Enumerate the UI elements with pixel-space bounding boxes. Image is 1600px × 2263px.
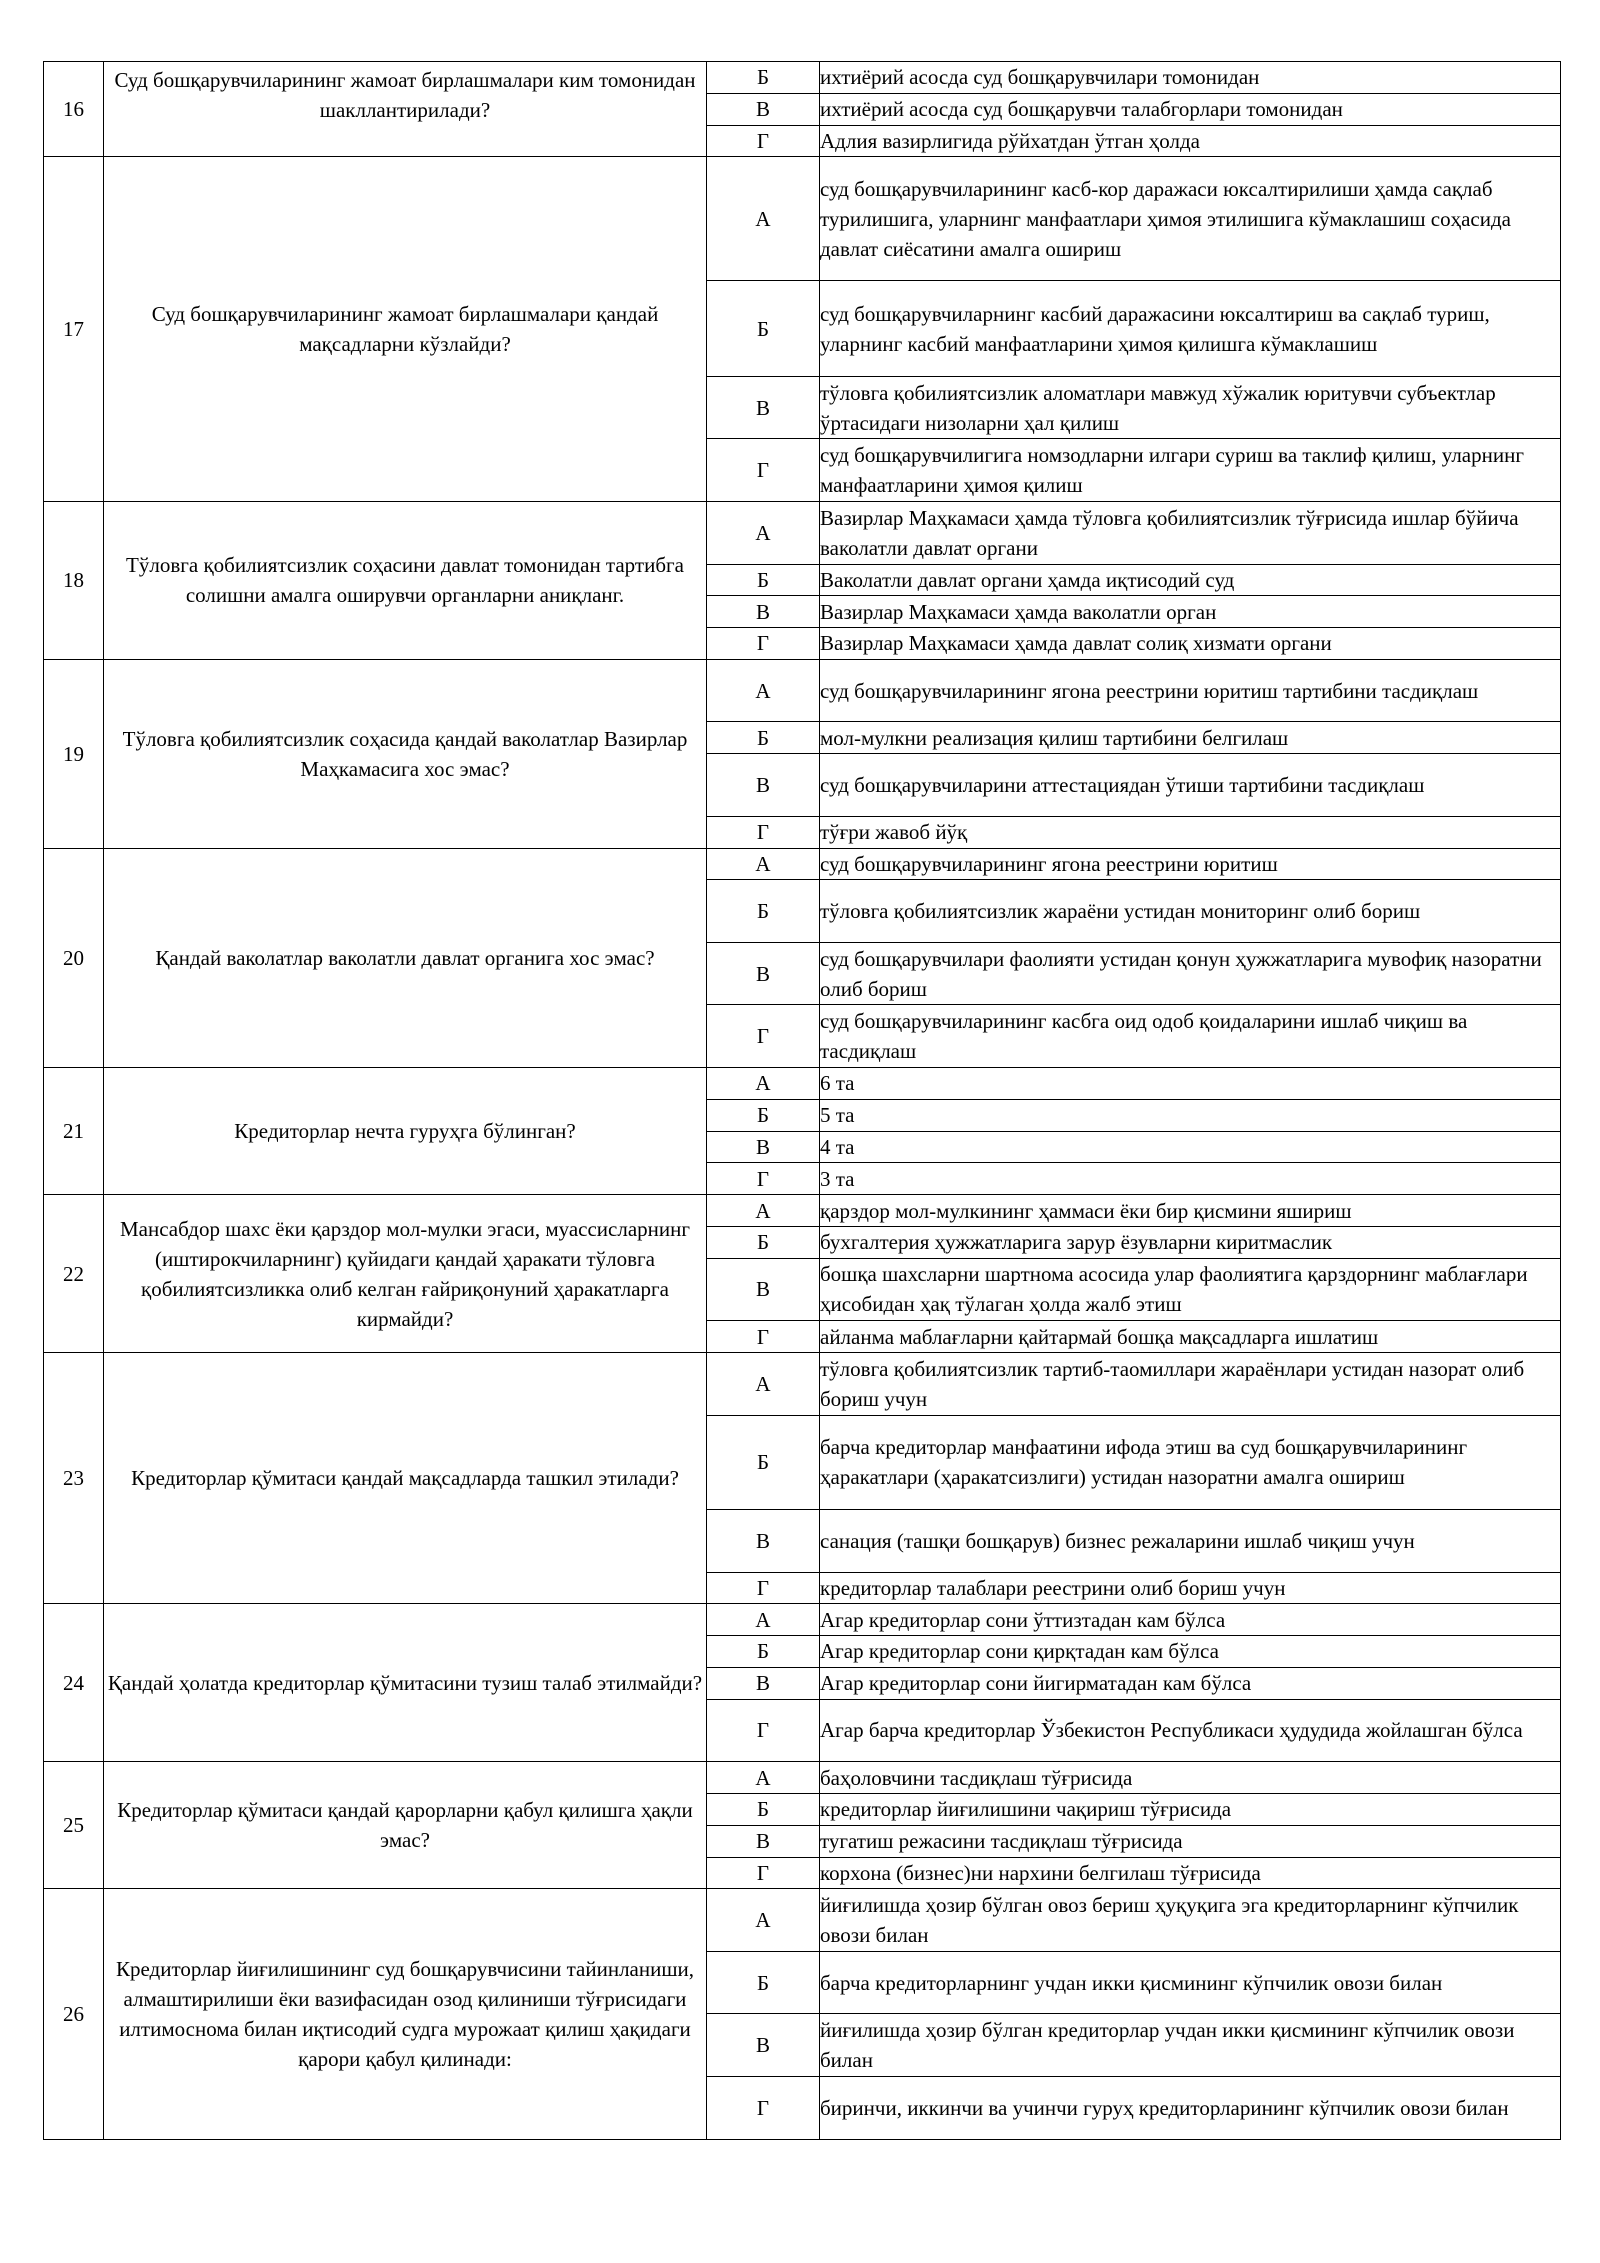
question-text-cell bbox=[104, 659, 707, 848]
question-number: 21 bbox=[44, 1068, 104, 1195]
question-number: 20 bbox=[44, 848, 104, 1067]
answer-row bbox=[44, 62, 1561, 94]
option-text: 3 та bbox=[820, 1163, 1561, 1195]
answer-row bbox=[44, 659, 1561, 722]
option-letter: Г bbox=[707, 1321, 820, 1353]
option-letter: Б bbox=[707, 1226, 820, 1258]
option-letter: В bbox=[707, 754, 820, 817]
option-text: ихтиёрий асосда суд бошқарувчи талабгорлари томонидан bbox=[820, 93, 1561, 125]
option-letter: В bbox=[707, 942, 820, 1005]
option-letter: Б bbox=[707, 1415, 820, 1509]
option-text: барча кредиторлар манфаатини ифода этиш ва суд бошқарувчиларининг ҳаракатлари (ҳаракатсизлиги) устидан назоратни амалга ошириш bbox=[820, 1415, 1561, 1509]
question-text: Суд бошқарувчиларининг жамоат бирлашмалари ким томонидан шакллантирилади? bbox=[114, 68, 696, 123]
option-letter: В bbox=[707, 2014, 820, 2077]
answer-row bbox=[44, 1353, 1561, 1416]
question-text-cell bbox=[104, 157, 707, 502]
question-text: Қандай ваколатлар ваколатли давлат органига хос эмас? bbox=[155, 945, 655, 970]
question-number: 22 bbox=[44, 1195, 104, 1353]
option-text: суд бошқарувчиларининг ягона реестрини юритиш тартибини тасдиқлаш bbox=[820, 659, 1561, 722]
question-text-cell bbox=[104, 1889, 707, 2140]
option-letter: В bbox=[707, 1509, 820, 1572]
option-text: ихтиёрий асосда суд бошқарувчилари томонидан bbox=[820, 62, 1561, 94]
option-letter: Г bbox=[707, 1572, 820, 1604]
option-letter: Б bbox=[707, 1099, 820, 1131]
option-text: бухгалтерия ҳужжатларига зарур ёзувларни киритмаслик bbox=[820, 1226, 1561, 1258]
option-text: корхона (бизнес)ни нархини белгилаш тўғрисида bbox=[820, 1857, 1561, 1889]
option-text: тўловга қобилиятсизлик аломатлари мавжуд хўжалик юритувчи субъектлар ўртасидаги низоларни ҳал қилиш bbox=[820, 376, 1561, 439]
answer-row bbox=[44, 157, 1561, 281]
option-text: Вазирлар Маҳкамаси ҳамда давлат солиқ хизмати органи bbox=[820, 628, 1561, 660]
option-text: айланма маблағларни қайтармай бошқа мақсадларга ишлатиш bbox=[820, 1321, 1561, 1353]
option-text: баҳоловчини тасдиқлаш тўғрисида bbox=[820, 1762, 1561, 1794]
question-number: 25 bbox=[44, 1762, 104, 1889]
question-text: Қандай ҳолатда кредиторлар қўмитасини тузиш талаб этилмайди? bbox=[107, 1670, 703, 1695]
option-letter: А bbox=[707, 1353, 820, 1416]
option-text: тўловга қобилиятсизлик тартиб-таомиллари жараёнлари устидан назорат олиб бориш учун bbox=[820, 1353, 1561, 1416]
option-text: суд бошқарувчилигига номзодларни илгари суриш ва таклиф қилиш, уларнинг манфаатларини ҳимоя қилиш bbox=[820, 439, 1561, 502]
option-text: тўғри жавоб йўқ bbox=[820, 816, 1561, 848]
option-letter: Б bbox=[707, 564, 820, 596]
option-letter: А bbox=[707, 848, 820, 880]
option-letter: А bbox=[707, 659, 820, 722]
option-letter: А bbox=[707, 1762, 820, 1794]
option-text: Агар кредиторлар сони қирқтадан кам бўлса bbox=[820, 1636, 1561, 1668]
option-letter: В bbox=[707, 93, 820, 125]
option-letter: В bbox=[707, 596, 820, 628]
option-letter: Б bbox=[707, 880, 820, 943]
option-text: суд бошқарувчиларининг ягона реестрини юритиш bbox=[820, 848, 1561, 880]
option-text: суд бошқарувчиларининг касбга оид одоб қоидаларини ишлаб чиқиш ва тасдиқлаш bbox=[820, 1005, 1561, 1068]
option-text: Вазирлар Маҳкамаси ҳамда ваколатли орган bbox=[820, 596, 1561, 628]
option-text: санация (ташқи бошқарув) бизнес режаларини ишлаб чиқиш учун bbox=[820, 1509, 1561, 1572]
option-letter: А bbox=[707, 501, 820, 564]
option-text: биринчи, иккинчи ва учинчи гуруҳ кредиторларининг кўпчилик овози билан bbox=[820, 2077, 1561, 2140]
option-letter: А bbox=[707, 157, 820, 281]
option-text: кредиторлар талаблари реестрини олиб бориш учун bbox=[820, 1572, 1561, 1604]
option-text: Адлия вазирлигида рўйхатдан ўтган ҳолда bbox=[820, 125, 1561, 157]
question-number: 24 bbox=[44, 1604, 104, 1762]
option-letter: В bbox=[707, 1667, 820, 1699]
question-text-cell bbox=[104, 501, 707, 659]
option-letter: Г bbox=[707, 125, 820, 157]
option-letter: А bbox=[707, 1068, 820, 1100]
option-text: суд бошқарувчиларнинг касбий даражасини юксалтириш ва сақлаб туриш, уларнинг касбий манфаатларини ҳимоя қилишга кўмаклашиш bbox=[820, 281, 1561, 376]
option-letter: Г bbox=[707, 1699, 820, 1762]
option-letter: Г bbox=[707, 439, 820, 502]
option-letter: Б bbox=[707, 1636, 820, 1668]
option-text: тўловга қобилиятсизлик жараёни устидан мониторинг олиб бориш bbox=[820, 880, 1561, 943]
option-text: Агар барча кредиторлар Ўзбекистон Республикаси ҳудудида жойлашган бўлса bbox=[820, 1699, 1561, 1762]
question-text-cell bbox=[104, 848, 707, 1067]
question-text-cell bbox=[104, 1762, 707, 1889]
question-text-cell bbox=[104, 1068, 707, 1195]
answer-row bbox=[44, 1762, 1561, 1794]
option-text: бошқа шахсларни шартнома асосида улар фаолиятига қарздорнинг маблағлари ҳисобидан ҳақ тўлаган ҳолда жалб этиш bbox=[820, 1258, 1561, 1321]
option-text: қарздор мол-мулкининг ҳаммаси ёки бир қисмини яшириш bbox=[820, 1195, 1561, 1227]
option-letter: Б bbox=[707, 281, 820, 376]
option-letter: В bbox=[707, 376, 820, 439]
question-text: Тўловга қобилиятсизлик соҳасини давлат томонидан тартибга солишни амалга оширувчи органларни аниқланг. bbox=[126, 553, 684, 608]
question-number: 17 bbox=[44, 157, 104, 502]
question-text: Мансабдор шахс ёки қарздор мол-мулки эгаси, муассисларнинг (иштирокчиларнинг) қуйидаги қандай ҳаракати тўловга қобилиятсизликка олиб келган ғайриқонуний ҳаракатларга кирмайди? bbox=[119, 1216, 690, 1331]
question-number: 16 bbox=[44, 62, 104, 157]
option-text: суд бошқарувчиларини аттестациядан ўтиши тартибини тасдиқлаш bbox=[820, 754, 1561, 817]
question-number: 26 bbox=[44, 1889, 104, 2140]
answer-row bbox=[44, 501, 1561, 564]
option-text: Вазирлар Маҳкамаси ҳамда тўловга қобилиятсизлик тўғрисида ишлар бўйича ваколатли давлат органи bbox=[820, 501, 1561, 564]
option-text: мол-мулкни реализация қилиш тартибини белгилаш bbox=[820, 722, 1561, 754]
option-letter: А bbox=[707, 1195, 820, 1227]
answer-row bbox=[44, 1889, 1561, 1952]
question-number: 19 bbox=[44, 659, 104, 848]
option-text: кредиторлар йиғилишини чақириш тўғрисида bbox=[820, 1793, 1561, 1825]
option-text: Агар кредиторлар сони ўттизтадан кам бўлса bbox=[820, 1604, 1561, 1636]
option-text: Агар кредиторлар сони йигирматадан кам бўлса bbox=[820, 1667, 1561, 1699]
question-text: Кредиторлар йиғилишининг суд бошқарувчисини тайинланиши, алмаштирилиши ёки вазифасидан озод қилиниши тўғрисидаги илтимоснома билан иқтисодий судга мурожаат қилиш ҳақидаги қарори қабул қилинади: bbox=[115, 1957, 695, 2072]
option-letter: Г bbox=[707, 1857, 820, 1889]
option-letter: А bbox=[707, 1604, 820, 1636]
option-text: 6 та bbox=[820, 1068, 1561, 1100]
question-text-cell bbox=[104, 62, 707, 157]
option-text: йиғилишда ҳозир бўлган кредиторлар учдан икки қисмининг кўпчилик овози билан bbox=[820, 2014, 1561, 2077]
questions-table bbox=[43, 61, 1561, 2140]
option-text: барча кредиторларнинг учдан икки қисмининг кўпчилик овози билан bbox=[820, 1951, 1561, 2014]
question-text: Суд бошқарувчиларининг жамоат бирлашмалари қандай мақсадларни кўзлайди? bbox=[151, 302, 659, 357]
questions-table-body bbox=[44, 62, 1561, 2140]
question-text: Кредиторлар қўмитаси қандай қарорларни қабул қилишга ҳақли эмас? bbox=[117, 1798, 693, 1853]
option-letter: Г bbox=[707, 628, 820, 660]
option-letter: Б bbox=[707, 1793, 820, 1825]
answer-row bbox=[44, 1195, 1561, 1227]
question-sheet bbox=[43, 61, 1561, 2140]
answer-row bbox=[44, 1604, 1561, 1636]
question-text-cell bbox=[104, 1195, 707, 1353]
option-text: тугатиш режасини тасдиқлаш тўғрисида bbox=[820, 1825, 1561, 1857]
option-letter: Б bbox=[707, 722, 820, 754]
option-letter: А bbox=[707, 1889, 820, 1952]
question-text: Кредиторлар қўмитаси қандай мақсадларда ташкил этилади? bbox=[131, 1466, 679, 1491]
question-text-cell bbox=[104, 1353, 707, 1604]
option-text: 4 та bbox=[820, 1131, 1561, 1163]
option-letter: В bbox=[707, 1258, 820, 1321]
option-letter: Б bbox=[707, 62, 820, 94]
option-letter: Г bbox=[707, 1163, 820, 1195]
option-letter: Г bbox=[707, 2077, 820, 2140]
option-text: Ваколатли давлат органи ҳамда иқтисодий суд bbox=[820, 564, 1561, 596]
question-text: Кредиторлар нечта гуруҳга бўлинган? bbox=[234, 1119, 576, 1144]
question-number: 18 bbox=[44, 501, 104, 659]
option-letter: Г bbox=[707, 816, 820, 848]
option-text: 5 та bbox=[820, 1099, 1561, 1131]
question-text-cell bbox=[104, 1604, 707, 1762]
option-letter: Г bbox=[707, 1005, 820, 1068]
option-letter: В bbox=[707, 1131, 820, 1163]
option-text: суд бошқарувчиларининг касб-кор даражаси юксалтирилиши ҳамда сақлаб турилишига, уларнинг манфаатлари ҳимоя этилишига кўмаклашиш соҳасида давлат сиёсатини амалга ошириш bbox=[820, 157, 1561, 281]
answer-row bbox=[44, 848, 1561, 880]
question-number: 23 bbox=[44, 1353, 104, 1604]
option-text: йиғилишда ҳозир бўлган овоз бериш ҳуқуқига эга кредиторларнинг кўпчилик овози билан bbox=[820, 1889, 1561, 1952]
answer-row bbox=[44, 1068, 1561, 1100]
option-text: суд бошқарувчилари фаолияти устидан қонун ҳужжатларига мувофиқ назоратни олиб бориш bbox=[820, 942, 1561, 1005]
option-letter: Б bbox=[707, 1951, 820, 2014]
question-text: Тўловга қобилиятсизлик соҳасида қандай ваколатлар Вазирлар Маҳкамасига хос эмас? bbox=[122, 726, 688, 781]
option-letter: В bbox=[707, 1825, 820, 1857]
